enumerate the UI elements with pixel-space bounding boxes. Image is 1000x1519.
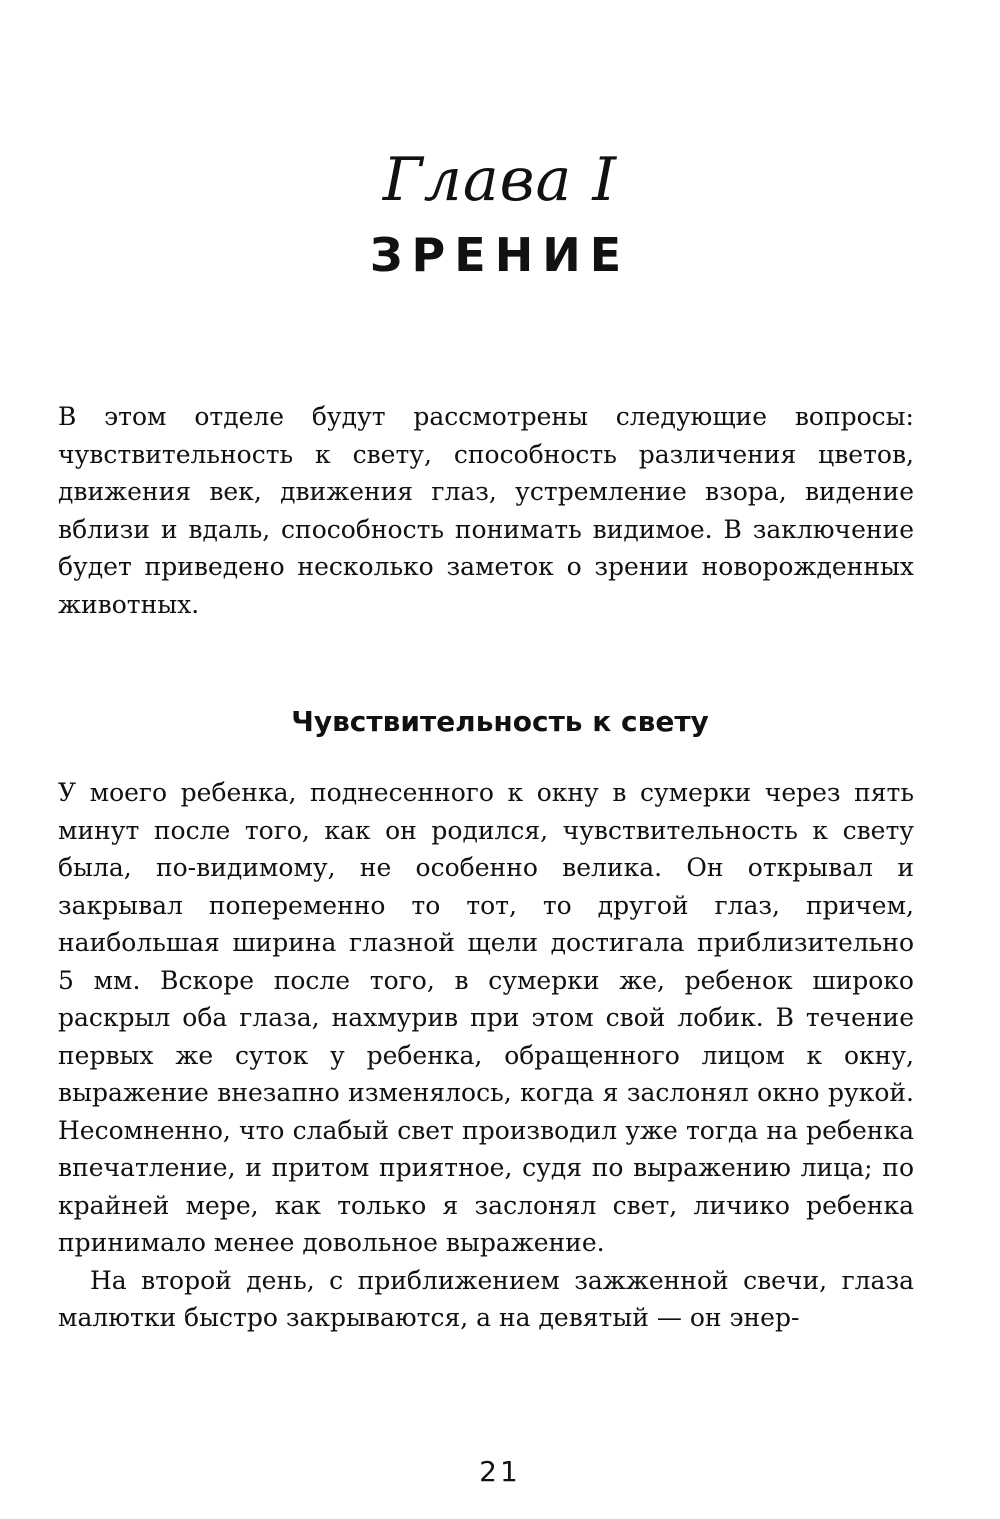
body-paragraph: У моего ребенка, поднесенного к окну в сумерки через пять минут после того, как он родился, чувствительность к свету была, по-видимому, не особенно велика. Он открывал и закрывал попеременно то тот, то другой глаз, причем, наибольшая ширина глазной щели достигала приблизительно 5 мм. Вскоре после того, в сумерки же, ребенок широко раскрыл оба глаза, нахмурив при этом свой лобик. В течение первых же суток у ребенка, обращенного лицом к окну, выражение внезапно изменялось, когда я заслонял окно рукой. Несомненно, что слабый свет производил уже тогда на ребенка впечатление, и притом приятное, судя по выражению лица; по крайней мере, как только я заслонял свет, личико ребенка принимало менее довольное выражение. (58, 778, 914, 1257)
body-paragraph: На второй день, с приближением зажженной свечи, глаза малютки быстро закрываются, а на девятый — он энер- (58, 1265, 914, 1332)
intro-paragraph: В этом отделе будут рассмотрены следующие вопросы: чувствительность к свету, способность различения цветов, движения век, движения глаз, устремление взора, видение вблизи и вдаль, способность понимать видимое. В заключение будет приведено несколько заметок о зрении новорожденных животных. (58, 402, 914, 619)
section-body (58, 774, 914, 1337)
page-number: 21 (479, 1455, 521, 1488)
chapter-title: ЗРЕНИЕ (369, 228, 631, 282)
section-heading: Чувствительность к свету (291, 705, 709, 738)
chapter-label: Глава I (382, 145, 618, 215)
